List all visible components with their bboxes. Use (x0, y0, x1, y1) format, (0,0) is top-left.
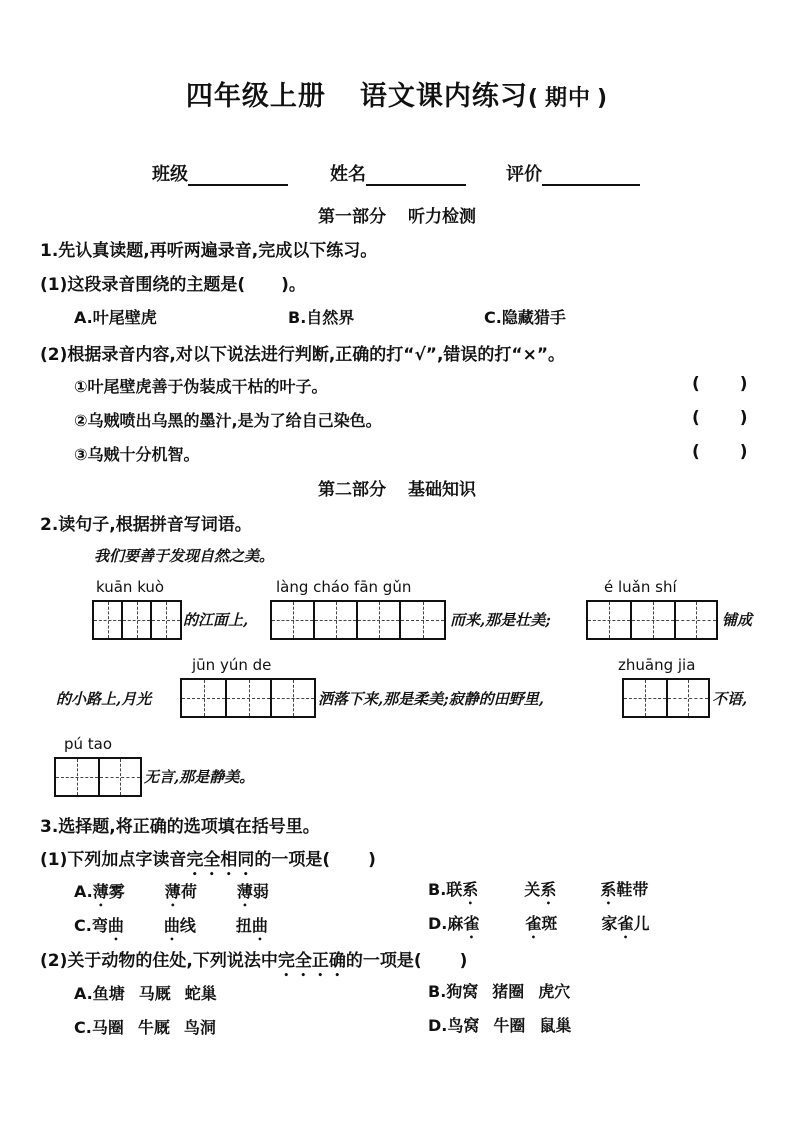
judge-bracket-2[interactable]: ( ) (692, 408, 748, 428)
title-grade: 四年级上册 (185, 81, 326, 112)
q3-sub1-option-d: D.麻雀 雀斑 家雀儿 (428, 914, 650, 933)
q1-judge-item-3: ③乌贼十分机智。 (74, 445, 200, 464)
judge-bracket-1[interactable]: ( ) (692, 374, 748, 394)
q1-sub1-option-c: C.隐藏猎手 (484, 308, 566, 327)
name-field[interactable] (330, 160, 466, 186)
eval-label: 评价 (506, 164, 542, 185)
pinyin-eluanshi: é luǎn shí (604, 578, 677, 596)
pinyin-kuankuo: kuān kuò (96, 578, 165, 596)
q2-text-3: 铺成 (722, 611, 753, 629)
q2-text-4: 的小路上,月光 (56, 690, 152, 708)
pinyin-zhuangjia: zhuāng jia (618, 656, 696, 674)
q2-text-6: 不语, (712, 690, 748, 708)
char-grid-langchao[interactable] (270, 600, 446, 640)
q2-text-2: 而来,那是壮美; (450, 611, 551, 629)
q3-sub1-option-c: C.弯曲 曲线 扭曲 (74, 916, 268, 935)
title-term: 期中 (544, 86, 591, 111)
q3-sub1-stem: (1)下列加点字读音完全相同的一项是( ) (40, 850, 376, 870)
part1-heading: 第一部分 听力检测 (318, 207, 476, 227)
judge-bracket-3[interactable]: ( ) (692, 442, 748, 462)
q3-sub2-option-c: C.马圈 牛厩 鸟洞 (74, 1018, 216, 1037)
q3-sub1-option-b: B.联系 关系 系鞋带 (428, 880, 649, 899)
pinyin-putao: pú tao (64, 735, 113, 753)
name-label: 姓名 (330, 164, 366, 185)
q1-judge-item-1: ①叶尾壁虎善于伪装成干枯的叶子。 (74, 377, 328, 396)
title-subject: 语文课内练习 (359, 81, 528, 112)
char-grid-eluanshi[interactable] (586, 600, 718, 640)
q1-judge-item-2: ②乌贼喷出乌黑的墨汁,是为了给自己染色。 (74, 411, 382, 430)
class-field[interactable] (152, 160, 288, 186)
eval-blank[interactable] (542, 164, 640, 186)
eval-field[interactable] (506, 160, 640, 186)
q2-stem: 2.读句子,根据拼音写词语。 (40, 515, 252, 535)
char-grid-kuankuo[interactable] (92, 600, 182, 640)
page-title: 四年级上册 语文课内练习( 期中 ) (185, 81, 609, 112)
class-label: 班级 (152, 164, 188, 185)
part2-heading: 第二部分 基础知识 (318, 480, 476, 500)
q1-sub2-stem: (2)根据录音内容,对以下说法进行判断,正确的打“√”,错误的打“×”。 (40, 345, 566, 365)
q3-stem: 3.选择题,将正确的选项填在括号里。 (40, 817, 320, 837)
q1-stem: 1.先认真读题,再听两遍录音,完成以下练习。 (40, 241, 378, 261)
q1-sub1-option-a: A.叶尾壁虎 (74, 308, 157, 327)
q3-sub2-stem: (2)关于动物的住处,下列说法中完全正确的一项是( ) (40, 951, 468, 971)
char-grid-zhuangjia[interactable] (622, 678, 710, 718)
q3-sub1-option-a: A.薄雾 薄荷 薄弱 (74, 882, 269, 901)
q1-sub1-option-b: B.自然界 (288, 308, 355, 327)
pinyin-junyunde: jūn yún de (192, 656, 272, 674)
q2-text-1: 的江面上, (183, 611, 249, 629)
q3-sub2-option-a: A.鱼塘 马厩 蛇巢 (74, 984, 217, 1003)
q2-text-5: 洒落下来,那是柔美;寂静的田野里, (318, 690, 544, 708)
q3-sub2-option-b: B.狗窝 猪圈 虎穴 (428, 982, 571, 1001)
pinyin-langchao: làng cháo fān gǔn (276, 578, 412, 596)
char-grid-junyunde[interactable] (180, 678, 316, 718)
name-blank[interactable] (366, 164, 466, 186)
q3-sub2-option-d: D.鸟窝 牛圈 鼠巢 (428, 1016, 572, 1035)
class-blank[interactable] (188, 164, 288, 186)
q2-text-7: 无言,那是静美。 (144, 768, 255, 786)
q1-sub1-stem: (1)这段录音围绕的主题是( )。 (40, 275, 306, 295)
q2-lead-sentence: 我们要善于发现自然之美。 (94, 547, 275, 565)
char-grid-putao[interactable] (54, 757, 142, 797)
